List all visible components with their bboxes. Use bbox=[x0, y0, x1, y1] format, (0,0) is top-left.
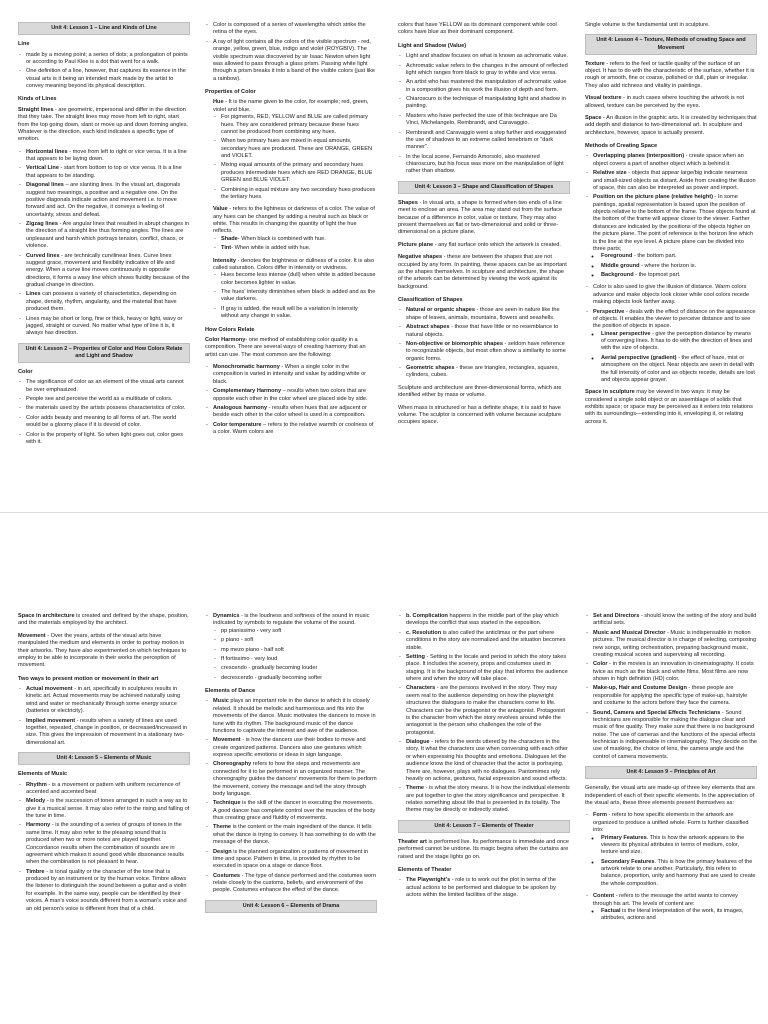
top-column-2 bbox=[205, 22, 377, 504]
list-item: - Masters who have perfected the use of this technique are Da Vinci, Michelangelo, Rembrandt, and Caravaggio. bbox=[406, 113, 570, 128]
classification-list bbox=[398, 307, 570, 379]
list-item: - Harmony - is the sounding of a series of groups of tones in the same time. It may also refer to the pleasing sound that is produced when two or more notes are played together. Concordance results when the combination of sounds are in agreement which makes it sound good while dissonance results when the combination is not pleasant to hear. bbox=[26, 822, 190, 866]
list-item: - The significance of color as an element of the visual arts cannot be over emphasized. bbox=[26, 379, 190, 394]
list-item: - Rhythm - is a movement or pattern with uniform recurrence of accented and accented beat bbox=[26, 782, 190, 797]
music-list bbox=[18, 782, 190, 913]
list-item: - Geometric shapes - these are triangles, rectangles, squares, cylinders, cubes. bbox=[406, 365, 570, 380]
list-item: - Dynamics - is the loudness and softness of the sound in music indicated by symbols to regulate the volume of the sound. - pp pianissimo - very soft - p piano - soft - mp mezo piano - half soft - ff fortissimo - very loud - crescendo - gradually becoming louder - decrescendo - gradually becoming softer bbox=[213, 613, 377, 682]
lesson-3-header: Unit 4: Lesson 3 – Shape and Classification of Shapes bbox=[398, 181, 570, 194]
light-shadow-list bbox=[398, 53, 570, 176]
sculpture-text: Sculpture and architecture are three-dimensional forms, which are identified either by mass or volume. bbox=[398, 384, 562, 399]
color-intro-list bbox=[205, 22, 377, 83]
list-item: - Overlapping planes (interposition) - create space when an object covers a part of another object which is behind it. bbox=[593, 153, 757, 168]
list-item: - c. Resolution is also called the anticlimax or the part where conditions in the story are normalized and the situation becomes stable. bbox=[406, 630, 570, 652]
list-item: ◦ Secondary Features. This is how the primary features of the artwork relate to one another. Particularly, this refers to balance, proportion, unity and harmony that are used to create the whole composition. bbox=[601, 859, 757, 889]
list-item: - the materials used by the artists possess characteristics of color. bbox=[26, 405, 190, 412]
list-item: - Costumes - The type of dance performed and the costumes worn relate closely to the customs, beliefs, and environment of the people. Costumes enhance the effect of the dance. bbox=[213, 873, 377, 895]
list-item: - Music and Musical Director - Music is indispensable in motion pictures. The musical director is in charge of selecting, composing new songs, writing orchestration, preparing background music, creating musical scores and supervising all recording. bbox=[593, 630, 757, 660]
top-column-1 bbox=[18, 22, 190, 504]
kinds-list bbox=[18, 149, 190, 338]
film-list bbox=[585, 613, 757, 761]
list-item: - One definition of a line, however, that captures its essence in the visual arts is it being an intended mark made by the artist to convey meaning beyond its physical description. bbox=[26, 68, 190, 90]
list-item: - When two primary hues are mixed in equal amounts, secondary hues are produced. These are ORANGE, GREEN and VIOLET. bbox=[221, 138, 377, 160]
list-item: - Non-objective or biomorphic shapes - seldom have reference to recognizable objects, but most often show a similarity to some organic forms. bbox=[406, 341, 570, 363]
list-item: - A ray of light contains all the colors of the visible spectrum - red, orange, yellow, green, blue, indigo and violet (ROYGBIV). The visible spectrum was discovered by sir Isaac Newton when light was allowed to pass through a glass prism. Passing white light through a prism breaks it into a band of the visible colors (just like a rainbow). bbox=[213, 39, 377, 83]
list-item: - An artist who has mastered the manipulation of achromatic value in a composition gives his work the illusion of depth and form. bbox=[406, 79, 570, 94]
movement-text: Movement - Over the years, artists of the visual arts have manipulated the medium and elements in order to portray motion in their artworks. They have also experimented on which techniques to employ to be able to incorporate in their works the perception of movement. bbox=[18, 632, 187, 669]
warm-cool-text: colors that have YELLOW as its dominant component while cool colors have blue as their dominant component. bbox=[398, 22, 557, 36]
single-volume-text: Single volume is the fundamental unit in sculpture. bbox=[585, 22, 710, 28]
list-item: - Color adds beauty and meaning to all forms of art. The world would be a gloomy place if it is devoid of color. bbox=[26, 415, 190, 430]
space-in-sculpture-text: Space in sculpture may be viewed in two ways: it may be considered a single solid object or an assemblage of solids that exhibits space; or space may be perceived as it enters into relations with its surroundings—extending into it, enveloping it, or relating across it. bbox=[585, 389, 753, 425]
list-item: - Abstract shapes - those that have little or no resemblance to natural objects. bbox=[406, 324, 570, 339]
list-item: - In the local scene, Fernando Amorsolo, also mastered chiaroscuro, but his focus was more on the manipulation of light rather than shadow. bbox=[406, 154, 570, 176]
list-item: - Make-up, Hair and Costume Design - these people are responsible for applying the specific type of make-up, hairstyle and costume to the actors before they face the camera. bbox=[593, 685, 757, 707]
list-item: - Lines can possess a variety of characteristics, depending on shape, density, rhythm, angularity, and the material that have produced them. bbox=[26, 291, 190, 313]
lesson-2-header: Unit 4: Lesson 2 – Properties of Color and How Colors Relate and Light and Shadow bbox=[18, 343, 190, 363]
classification-title: Classification of Shapes bbox=[398, 297, 463, 303]
principles-intro: Generally, the visual arts are made-up of three key elements that are independent of each of their specific elements. In the appreciation of the visual arts, these three elements present themselves as: bbox=[585, 785, 755, 806]
list-item: - Actual movement - in art, specifically in sculptures results in kinetic art. Actual movements may be achieved naturally using wind and water or mechanically through some energy source (batteries or electricity). bbox=[26, 686, 190, 716]
bottom-column-2 bbox=[205, 613, 377, 1023]
list-item: - p piano - soft bbox=[221, 637, 377, 644]
list-item: - crescendo - gradually becoming louder bbox=[221, 665, 377, 672]
list-item: - Color temperature – refers to the relative warmth or coolness of a color. Warm colors are bbox=[213, 422, 377, 437]
list-item: - Characters - are the persons involved in the story. They may seem real to the audience depending on how the playwright structures the dialogues to make the characters come to life. Characters can be the protagonist or the antagonist. Protagonist is the character from which the story revolves around while the antagonist is the person who challenges the role of the protagonist. bbox=[406, 685, 570, 737]
list-item: - Color is also used to give the illusion of distance. Warm colors advance and make objects look closer while cool colors recede making objects look farther away. bbox=[593, 284, 757, 306]
list-item: - Diagonal lines – are slanting lines. In the visual art, diagonals suggest two meanings, a positive and a negative one. On the positive diagonals indicate action and movement i.e. to move forward and act. On the negative, it conveys a feeling of uncertainty, stress and defeat. bbox=[26, 182, 190, 219]
principles-list bbox=[585, 812, 757, 922]
list-item: - Setting - Setting is the locale and period in which the story takes place. It includes the scenery, props and costumes used in staging. It is the background of the play that informs the audience where and when the story will take place. bbox=[406, 654, 570, 684]
dance-title: Elements of Dance bbox=[205, 688, 256, 694]
list-item: - ff fortissimo - very loud bbox=[221, 656, 377, 663]
top-column-3 bbox=[398, 22, 570, 504]
list-item: - People see and perceive the world as a multitude of colors. bbox=[26, 396, 190, 403]
list-item: ◦ Foreground - the bottom part. bbox=[601, 253, 757, 260]
visual-texture-text: Visual texture - in such cases where touching the artwork is not allowed, texture can be perceived by the eyes. bbox=[585, 95, 745, 109]
list-item: - If gray is added, the result will be a variation in intensity without any change in value. bbox=[221, 306, 377, 321]
list-item: - made by a moving point; a series of dots; a prolongation of points or according to Paul Klee is a dot that went for a walk. bbox=[26, 52, 190, 67]
list-item: - Movement - is how the dancers use their bodies to move and create organized patterns. Dancers also use gestures which express specific emotions or ideas in sign language. bbox=[213, 737, 377, 759]
list-item: - Design is the planned organization or patterns of movement in time and space. Pattern in time, is provided by rhythm to be executed in space on a stage or dance floor. bbox=[213, 849, 377, 871]
list-item: - Analogous harmony - results when hues that are adjacent or beside each other in the color wheel is used in a composition. bbox=[213, 405, 377, 420]
list-item: - Technique is the skill of the dancer in executing the movements. A good dancer has complete control over the muscles of the body thus creating grace and fluidity of movements. bbox=[213, 800, 377, 822]
list-item: • Hue - It is the name given to the color, for example; red, green, violet and blue. - For pigments, RED, YELLOW and BLUE are called primary hues. They are considered primary because these hues cannot be produced from combining any hues. - When two primary hues are mixed in equal amounts, secondary hues are produced. These are ORANGE, GREEN and VIOLET. - Mixing equal amounts of the primary and secondary hues produces intermediate hues which are RED ORANGE, BLUE GREEN and BLUE VIOLET. - Combining in equal mixture any two secondary hues produces the tertiary hues. bbox=[213, 99, 377, 201]
list-item: ◦ Linear perspective - give the perception distance by means of converging lines. It has to do with the direction of lines and with the size of objects. bbox=[601, 331, 757, 353]
list-item: - Position on the picture plane (relative height) - In some paintings, spatial representation is based upon the position of objects relative to the bottom of the frame. Those objects found at the bottom of the frame will appear closer to the viewer. Farther distances are indicated by the positions of the objects higher on the picture plane. The point of reference is the horizon line which is the line at the eye level. A picture plane can be divided into three parts; ◦ Foreground - the bottom part. ◦ Middle ground - where the horizon is. ◦ Background - the topmost part. bbox=[593, 194, 757, 279]
list-item: - decrescendo - gradually becoming softer bbox=[221, 675, 377, 682]
relate-text: Color Harmony- one method of establishing color quality in a composition. There are several ways of creating harmony that an artist can use. The most common are the following: bbox=[205, 336, 366, 358]
list-item: - Choreography refers to how the steps and movements are connected for it to be performed in an organized manner. The choreography guides the dancers' movements for them to perform the movement, convey the message and tell the story through body language. bbox=[213, 761, 377, 798]
properties-title: Properties of Color bbox=[205, 89, 256, 95]
dance-list bbox=[205, 698, 377, 894]
theater-elements-title: Elements of Theater bbox=[398, 867, 452, 873]
list-item: ◦ Primary Features. This is how the artwork appears to the viewers its physical attributes in terms of medium, color, texture and size. bbox=[601, 835, 757, 857]
line-list bbox=[18, 52, 190, 91]
list-item: - Timbre - is tonal quality or the character of the tone that is produced by an instrument or by the human voice. Timbre allows the listener to distinguish the sound between a guitar and a violin for example. In the same way, people can be identified by their voices. A man's voice sounds different from a woman's voice and an old person's voice is different from that of a child. bbox=[26, 869, 190, 913]
list-item: - For pigments, RED, YELLOW and BLUE are called primary hues. They are considered primary because these hues cannot be produced from combining any hues. bbox=[221, 114, 377, 136]
list-item: - The hues' intensity diminishes when black is added and as the value darkens. bbox=[221, 289, 377, 304]
list-item: ◦ Factual is the literal interpretation of the work, its images, attributes, actions and bbox=[601, 908, 757, 923]
list-item: - Zigzag lines - Are angular lines that resulted in abrupt changes in the direction of a straight line thus forming angles. The lines are unpleasant and harsh which portrays tension, conflict, chaos, or violence. bbox=[26, 221, 190, 251]
properties-list bbox=[205, 99, 377, 320]
list-item: ◦ Aerial perspective (gradient) - the effect of haze, mist or atmosphere on the object. Near objects are seen in detail with the full intensity of color and as objects recede, details are lost and objects appear grayer. bbox=[601, 355, 757, 385]
bottom-column-3 bbox=[398, 613, 570, 1023]
color-list bbox=[18, 379, 190, 446]
list-item: - Rembrandt and Caravaggio went a step further and exaggerated the use of shadows to an extreme called tenebrism or "dark manner". bbox=[406, 130, 570, 152]
list-item: - Color is the property of light. So when light goes out, color goes with it. bbox=[26, 432, 190, 447]
ways-list bbox=[18, 686, 190, 747]
list-item: - mp mezo piano - half soft bbox=[221, 647, 377, 654]
methods-title: Methods of Creating Space bbox=[585, 143, 658, 149]
dynamics-list bbox=[205, 613, 377, 682]
lesson-9-header: Unit 4: Lesson 9 – Principles of Art bbox=[585, 766, 757, 779]
list-item: - Shade- When black is combined with hue. bbox=[221, 236, 377, 243]
list-item: - Sound, Camera and Special Effects Technicians - Sound technicians are responsible for making the dialogue clear and music of fine quality. They make sure that there is no background noise. The use of cameras and the functions of the special effects technician is indispensable in cinematography. They decide on the use of masking, the choice of lens, the camera angle and the control of camera movements. bbox=[593, 710, 757, 762]
list-item: ◦ Background - the topmost part. bbox=[601, 272, 757, 279]
lesson-5-header: Unit 4: Lesson 5 – Elements of Music bbox=[18, 752, 190, 765]
list-item: - Vertical Line - start from bottom to top or vice versa. It is a line that appears to be standing. bbox=[26, 165, 190, 180]
list-item: - b. Complication happens in the middle part of the play which develops the conflict that was started in the exposition. bbox=[406, 613, 570, 628]
list-item: - Content - refers to the message the artist wants to convey through his art. The levels of content are: ◦ Factual is the literal interpretation of the work, its images, attributes, actions and bbox=[593, 893, 757, 923]
top-column-4 bbox=[585, 22, 757, 504]
list-item: - Lines may be short or long, fine or thick, heavy or light, wavy or jagged, straight or curved. No matter what type of line it is, it always has direction. bbox=[26, 316, 190, 338]
bottom-half bbox=[0, 512, 768, 1024]
line-title: Line bbox=[18, 41, 30, 48]
bottom-column-1 bbox=[18, 613, 190, 1023]
theater-art-text: Theater art is performed live. Its performance is immediate and once performed cannot be undone. Its magic begins when the curtains are raised and the stage lights go on. bbox=[398, 838, 570, 860]
list-item: - Tint- When white is added with hue. bbox=[221, 245, 377, 252]
mass-text: When mass is structured or has a definite shape, it is said to have volume. The sculptor is concerned with volume because sculpture occupies space. bbox=[398, 404, 562, 426]
harmony-list bbox=[205, 364, 377, 436]
list-item: - Combining in equal mixture any two secondary hues produces the tertiary hues. bbox=[221, 187, 377, 202]
architecture-text: Space in architecture is created and defined by the shape, position, and the materials employed by the architect. bbox=[18, 613, 189, 627]
list-item: - Form - refers to how specific elements in the artwork are organized to produce a unified whole. Form is further classified into: ◦ Primary Features. This is how the artwork appears to the viewers its physical attributes in terms of medium, color, texture and size. ◦ Secondary Features. This is how the primary features of the artwork relate to one another. Particularly, this refers to balance, proportion, unity and harmony that are used to create the whole composition. bbox=[593, 812, 757, 888]
bottom-column-4 bbox=[585, 613, 757, 1023]
methods-list bbox=[585, 153, 757, 384]
plot-list bbox=[398, 613, 570, 815]
list-item: - Music plays an important role in the dance to which it is closely related. It should be melodic and harmonious and fits into the movements of the dance. Music motivates the dancers to move in tune with its rhythm. The background music of the dance functions to captivate the interest and awe of the audience. bbox=[213, 698, 377, 735]
list-item: - Light and shadow focuses on what is known as achromatic value. bbox=[406, 53, 570, 60]
list-item: - Color - in the movies is an innovation in cinematography. It costs twice as much as the black and white films. Most films are now shown in high definition (HD) color. bbox=[593, 661, 757, 683]
lesson-1-header: Unit 4: Lesson 1 – Line and Kinds of Line bbox=[18, 22, 190, 35]
list-item: - pp pianissimo - very soft bbox=[221, 628, 377, 635]
music-title: Elements of Music bbox=[18, 771, 68, 778]
list-item: - Mixing equal amounts of the primary and secondary hues produces intermediate hues which are RED ORANGE, BLUE GREEN and BLUE VIOLET. bbox=[221, 162, 377, 184]
list-item: - Complementary Harmony – results when two colors that are opposite each other in the color wheel are placed side by side. bbox=[213, 388, 377, 403]
negative-shapes-text: Negative shapes - these are between the shapes that are not occupied by any form. In painting, these spaces can be as important as the shapes themselves. In sculpture and architecture, the shape of the artwork can be determined by viewing the work against its background. bbox=[398, 254, 567, 290]
list-item: - Implied movement - results when a variety of lines are used together, repeated, change in position, or decreased/increased in size. This gives the impression of movement in a stationary two-dimensional art. bbox=[26, 718, 190, 748]
texture-text: Texture - refers to the feel or tactile quality of the surface of an object. It has to do with the characteristic of the surface, whether it is rough or smooth, fine or coarse, polished or dull, plain or irregular. They also add richness and vitality in paintings. bbox=[585, 60, 755, 89]
list-item: - Curved lines - are technically curvilinear lines. Curve lines suggest grace, movement and flexibility indicative of life and energy. When a curve line moves continuously in opposite directions, it forms a wavy line which shows fluidity because of the gradual change in direction. bbox=[26, 253, 190, 290]
space-text: Space - An illusion in the graphic arts. It is created by techniques that add depth and distance to two-dimensional art. In sculpture and architecture, however, space is actually present. bbox=[585, 114, 757, 136]
list-item: - Theme - is what the story means. It is how the individual elements are put together to give the story significance and perspective. It relates something about life that is presented in its totality. The theme may be directly or indirectly stated. bbox=[406, 785, 570, 815]
list-item: - Dialogue - refers to the words uttered by the characters in the story. It what the characters use when conversing with each other or when expressing his thoughts and emotions. Dialogues let the audience know the kind of character that the actor is portraying. There are, however, plays with no dialogues. Pantomimes rely heavily on actions, gestures, facial expression and sound effects. bbox=[406, 739, 570, 783]
kinds-intro: Straight lines - are geometric, impersonal and differ in the direction that they take. The straight lines may move from left to right, start from the top going down, slant or move up and down forming angles. Whatever is the direction, each kind indicates a specific type of emotion. bbox=[18, 106, 189, 143]
picture-plane-text: Picture plane - any flat surface onto which the artwork is created. bbox=[398, 241, 561, 248]
list-item: - The Playwright's - role is to work out the plot in terms of the actual actions to be performed and dialogue to be spoken by actors within the limited facilities of the stage. bbox=[406, 877, 570, 899]
ways-title: Two ways to present motion or movement in their art bbox=[18, 675, 159, 682]
lesson-6-header: Unit 4: Lesson 6 – Elements of Drama bbox=[205, 900, 377, 913]
kinds-title: Kinds of Lines bbox=[18, 96, 57, 103]
list-item: • Intensity - denotes the brightness or dullness of a color. It is also called saturation. Colors differ in intensity or vividness. - Hues become less intense (dull) when white is added because color becomes lighter in value. - The hues' intensity diminishes when black is added and as the value darkens. - If gray is added, the result will be a variation in intensity without any change in value. bbox=[213, 258, 377, 321]
list-item: - Set and Directors - should know the setting of the story and build artificial sets. bbox=[593, 613, 757, 628]
list-item: - Perspective - deals with the effect of distance on the appearance of objects. It enables the viewer to perceive distance and to see the position of objects in space. ◦ Linear perspective - give the perception distance by means of converging lines. It has to do with the direction of lines and with the size of objects. ◦ Aerial perspective (gradient) - the effect of haze, mist or atmosphere on the object. Near objects are seen in detail with the full intensity of color and as objects recede, details are lost and objects appear grayer. bbox=[593, 309, 757, 385]
list-item: • Value - refers to the lightness or darkness of a color. The value of any hues can be changed by adding a neutral such as black or white. This results in changing the quantity of light the hue reflects. - Shade- When black is combined with hue. - Tint- When white is added with hue. bbox=[213, 206, 377, 252]
list-item: - Achromatic value refers to the changes in the amount of reflected light which ranges from black to gray to white and vice versa. bbox=[406, 63, 570, 78]
theater-elements-list bbox=[398, 877, 570, 899]
light-shadow-title: Light and Shadow (Value) bbox=[398, 42, 467, 49]
list-item: - Hues become less intense (dull) when white is added because color becomes lighter in value. bbox=[221, 272, 377, 287]
color-title: Color bbox=[18, 368, 33, 375]
shapes-text: Shapes - In visual arts, a shape is formed when two ends of a line meet to enclose an area. The area may stand out from the surface because of a difference in color, value or texture. They may also present themselves as flat or two-dimensional and solid or three-dimensional on a picture plane. bbox=[398, 199, 563, 236]
list-item: - Theme is the content or the main ingredient of the dance. It tells what the dance is trying to convey. It has something to do with the message of the dance. bbox=[213, 824, 377, 846]
list-item: - Natural or organic shapes - those are seen in nature like the shape of leaves, animals, mountains, flowers and seashells. bbox=[406, 307, 570, 322]
lesson-7-header: Unit 4: Lesson 7 – Elements of Theater bbox=[398, 820, 570, 833]
lesson-4-header: Unit 4: Lesson 4 – Texture, Methods of creating Space and Movement bbox=[585, 34, 757, 54]
list-item: ◦ Middle ground - where the horizon is. bbox=[601, 263, 757, 270]
list-item: - Color is composed of a series of wavelengths which strike the retina of the eyes. bbox=[213, 22, 377, 37]
list-item: - Monochromatic harmony - When a single color in the composition is varied in intensity and value by adding white or black. bbox=[213, 364, 377, 386]
list-item: - Chiaroscuro is the technique of manipulating light and shadow in painting. bbox=[406, 96, 570, 111]
relate-title: How Colors Relate bbox=[205, 326, 255, 333]
list-item: - Horizontal lines - move from left to right or vice versa. It is a line that appears to be laying down. bbox=[26, 149, 190, 164]
list-item: - Melody - is the succession of tones arranged in such a way as to give it a musical sense. It may also refer to the rising and falling of the tune in time. bbox=[26, 798, 190, 820]
list-item: - Relative size - objects that appear large/big indicate nearness and small-sized objects as distant. Aside from creating the illusion of space, this can also be interpreted as power and import. bbox=[593, 170, 757, 192]
